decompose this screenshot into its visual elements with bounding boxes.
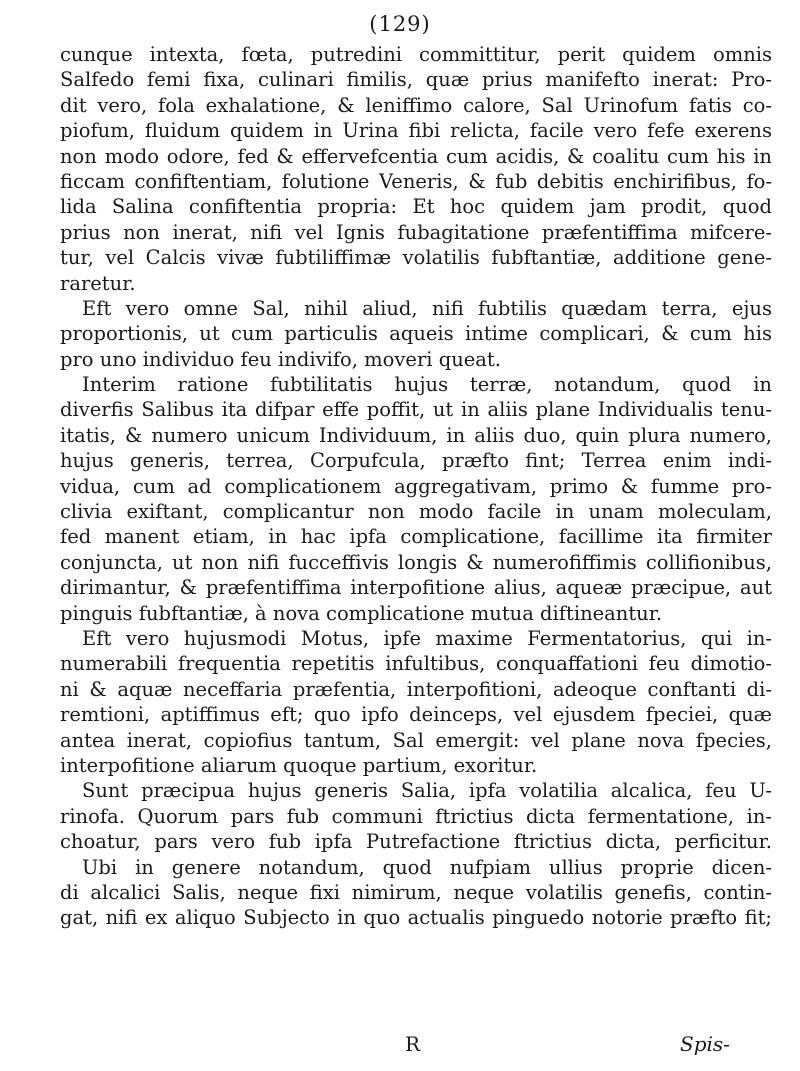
text-line: pinguis fubftantiæ, à nova complicatione mutua diftineantur. (60, 601, 663, 625)
text-line: ficcam confiftentiam, folutione Veneris, & fub debitis enchirifibus, fo- (60, 169, 772, 193)
text-line: di alcalici Salis, neque fixi nimirum, neque volatilis genefis, contin- (60, 880, 772, 904)
text-line: raretur. (60, 271, 136, 295)
text-line: itatis, & numero unicum Individuum, in aliis duo, quin plura numero, (60, 423, 772, 447)
text-line: ni & aquæ neceffaria præfentia, interpofitioni, adeoque conftanti di- (60, 677, 772, 701)
page-number: (129) (369, 12, 431, 36)
text-line: fed manent etiam, in hac ipfa complicatione, facillime ita firmiter (60, 525, 772, 549)
text-line: pro uno individuo feu indivifo, moveri queat. (60, 347, 501, 371)
text-line: Salfedo femi fixa, culinari fimilis, quæ prius manifefto inerat: Pro- (60, 68, 772, 92)
text-line: gat, nifi ex aliquo Subjecto in quo actualis pinguedo notorie præfto fit; (60, 906, 772, 930)
text-line: remtioni, aptiffimus eft; quo ipfo deinceps, vel ejusdem fpeciei, quæ (60, 703, 772, 727)
text-line: tur, vel Calcis vivæ fubtiliffimæ volatilis fubftantiæ, additione gene- (60, 246, 772, 270)
text-line: prius non inerat, nifi vel Ignis fubagitatione præfentiffima mifcere- (60, 220, 772, 244)
text-line: non modo odore, fed & effervefcentia cum acidis, & coalitu cum his in (60, 144, 772, 168)
body-text (60, 42, 772, 931)
text-line: vidua, cum ad complicationem aggregativam, primo & fumme pro- (60, 474, 772, 498)
text-line: cunque intexta, fœta, putredini committitur, perit quidem omnis (60, 43, 772, 66)
text-line: conjuncta, ut non nifi fucceffivis longis & numerofiffimis collifionibus, (60, 550, 772, 574)
text-line: dit vero, fola exhalatione, & leniffimo calore, Sal Urinofum fatis co- (60, 93, 772, 117)
text-line: hujus generis, terrea, Corpufcula, præfto fint; Terrea enim indi- (60, 449, 772, 473)
text-line: clivia exiftant, complicantur non modo facile in unam moleculam, (60, 500, 772, 524)
signature-mark: R (405, 1032, 421, 1056)
text-line: diverfis Salibus ita difpar effe poffit, ut in aliis plane Individualis tenu- (60, 398, 772, 422)
text-line: Interim ratione fubtilitatis hujus terræ, notandum, quod in (82, 373, 772, 397)
text-line: Eft vero omne Sal, nihil aliud, nifi fubtilis quædam terra, ejus (82, 296, 772, 320)
page-footer (0, 1032, 800, 1058)
text-line: rinofa. Quorum pars fub communi ftrictius dicta fermentatione, in- (60, 804, 772, 828)
text-line: dirimantur, & præfentiffima interpofitione alius, aqueæ præcipue, aut (60, 576, 772, 600)
text-line: Sunt præcipua hujus generis Salia, ipfa volatilia alcalica, feu U- (82, 779, 772, 803)
catchword: Spis- (680, 1032, 730, 1056)
text-line: interpofitione aliarum quoque partium, exoritur. (60, 753, 538, 777)
text-line: Eft vero hujusmodi Motus, ipfe maxime Fermentatorius, qui in- (82, 626, 772, 650)
text-line: lida Salina confiftentia propria: Et hoc quidem jam prodit, quod (60, 195, 772, 219)
text-line: antea inerat, copiofius tantum, Sal emergit: vel plane nova fpecies, (60, 728, 772, 752)
text-line: Ubi in genere notandum, quod nufpiam ullius proprie dicen- (82, 855, 772, 879)
text-line: choatur, pars vero fub ipfa Putrefactione ftrictius dicta, perficitur. (60, 830, 772, 854)
text-line: piofum, fluidum quidem in Urina fibi relicta, facile vero fefe exerens (60, 119, 772, 143)
text-line: numerabili frequentia repetitis infultibus, conquaffationi feu dimotio- (60, 652, 772, 676)
text-line: proportionis, ut cum particulis aqueis intime complicari, & cum his (60, 322, 772, 346)
